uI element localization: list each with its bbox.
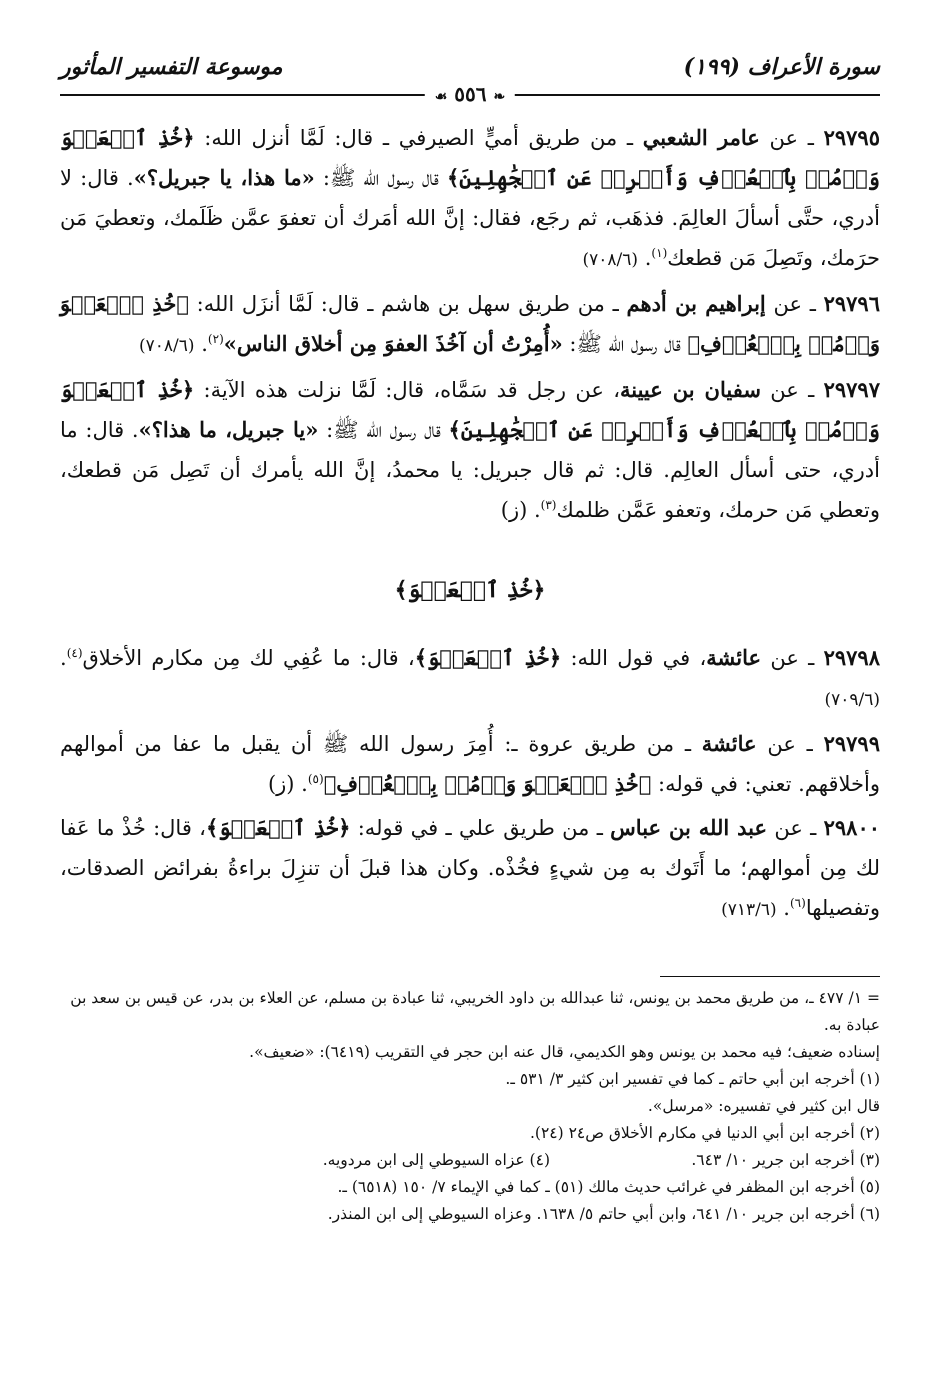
footnote-marker: (٦) bbox=[789, 896, 806, 910]
narration-entry bbox=[60, 638, 880, 720]
narration-text: . bbox=[638, 246, 652, 270]
quran-quote: ﴿خُذِ ٱلۡعَفۡوَ وَأۡمُرۡ بِٱلۡعُرۡفِ وَأَعۡرِضۡ عَنِ ٱلۡجَٰهِلِينَ﴾ bbox=[60, 125, 880, 190]
narration-text: . bbox=[60, 646, 67, 670]
narration-text: قال رسول الله ﷺ: bbox=[314, 166, 447, 190]
narrator-name: سفيان بن عيينة bbox=[620, 377, 761, 402]
footnote: = ١/ ٤٧٧ ـ، من طريق محمد بن يونس، ثنا عبدالله بن داود الخريبي، ثنا عبادة بن مسلم، عن العلاء بن بدر، عن قيس بن سعد بن عبادة به. bbox=[70, 989, 880, 1034]
narrator-name: عائشة bbox=[701, 731, 757, 756]
footnotes bbox=[60, 985, 880, 1228]
main-text bbox=[60, 118, 880, 930]
quran-quote: ﴿خُذِ ٱلۡعَفۡوَ وَأۡمُرۡ بِٱلۡعُرۡفِ﴾ bbox=[323, 771, 652, 796]
footnote: (٢) أخرجه ابن أبي الدنيا في مكارم الأخلاق ص٢٤ (٢٤). bbox=[529, 1124, 880, 1142]
footnote-marker: (١) bbox=[651, 246, 668, 260]
page-number: ٥٥٦ bbox=[454, 82, 487, 106]
narration-text: ـ من طريق أميٍّ الصيرفي ـ قال: لَمَّا أنزل الله: bbox=[194, 126, 643, 150]
narration-text: ، في قول الله: bbox=[561, 646, 707, 670]
narration-text: قال رسول الله ﷺ: bbox=[562, 332, 688, 356]
footnote: إسناده ضعيف؛ فيه محمد بن يونس وهو الكديمي، قال عنه ابن حجر في التقريب (٦٤١٩): «ضعيف». bbox=[249, 1043, 880, 1061]
entries-group bbox=[60, 638, 880, 930]
narration-text: ، قال: ما عُفِي لك مِن مكارم الأخلاق bbox=[82, 646, 415, 670]
narration-number: ٢٩٧٩٩ bbox=[823, 731, 880, 756]
narration-number: ٢٩٧٩٧ bbox=[823, 377, 880, 402]
footnote-marker: (٣) bbox=[540, 498, 557, 512]
narration-text: ـ عن bbox=[760, 378, 824, 402]
surah-title: سورة الأعراف (١٩٩) bbox=[683, 54, 880, 80]
narration-entry bbox=[60, 370, 880, 530]
narration-entry bbox=[60, 118, 880, 280]
narration-text: . (ز) bbox=[500, 498, 541, 522]
narrator-name: «أُمِرْتُ أن آخُذَ العفوَ مِن أخلاق الناس» bbox=[223, 331, 563, 356]
narration-text: . قال: ما أدري، حتى أسأل العالِم. قال: ثم قال جبريل: يا محمدُ، إنَّ الله يأمرك أن تَصِل مَن قطعك، وتعطي مَن حرمك، وتعفو عَمَّن ظلمك bbox=[60, 418, 880, 522]
narration-number: ٢٩٨٠٠ bbox=[823, 815, 881, 840]
narration-text: ـ عن bbox=[767, 816, 824, 840]
footnote-rule bbox=[660, 976, 880, 977]
narration-text: ـ عن bbox=[756, 732, 824, 756]
footnote: (٥) أخرجه ابن المظفر في غرائب حديث مالك (٥١) ـ كما في الإيماء ٧/ ١٥٠ (٦٥١٨) ـ. bbox=[337, 1178, 880, 1196]
narration-text: ، عن رجل قد سَمَّاه، قال: لَمَّا نزلت هذه الآية: bbox=[194, 378, 620, 402]
footnote-list-tail bbox=[60, 1174, 880, 1228]
volume-reference: (٧١٣/٦) bbox=[721, 900, 777, 920]
footnote-4: (٤) عزاه السيوطي إلى ابن مردويه. bbox=[322, 1151, 550, 1169]
narration-text: . bbox=[776, 896, 790, 920]
footnote-pair bbox=[60, 1147, 880, 1174]
narration-text: ـ من طريق سهل بن هاشم ـ قال: لَمَّا أنزَل الله: bbox=[188, 292, 627, 316]
footnote-marker: (٢) bbox=[207, 332, 224, 346]
footnote-marker: (٥) bbox=[307, 772, 324, 786]
page-number-block bbox=[425, 82, 515, 106]
narration-text: قال رسول الله ﷺ: bbox=[318, 418, 449, 442]
quran-quote: ﴿خُذِ ٱلۡعَفۡوَ وَأۡمُرۡ بِٱلۡعُرۡفِ﴾ bbox=[60, 291, 880, 356]
narrator-name: عامر الشعبي bbox=[642, 125, 760, 150]
running-header bbox=[60, 52, 880, 106]
narrator-name: عبد الله بن عباس bbox=[610, 815, 768, 840]
footnote-marker: (٤) bbox=[66, 646, 83, 660]
entries-group bbox=[60, 118, 880, 530]
ornament-icon: ❧ bbox=[493, 89, 506, 105]
footnote: قال ابن كثير في تفسيره: «مرسل». bbox=[647, 1097, 880, 1115]
narration-text: . (ز) bbox=[267, 772, 308, 796]
narrator-name: «ما هذا، يا جبريل؟» bbox=[133, 165, 315, 190]
narration-number: ٢٩٧٩٨ bbox=[823, 645, 880, 670]
narration-text: ـ من طريق عروة ـ: أُمِرَ رسول الله ﷺ أن يقبل ما عفا من أموالهم وأخلاقهم. تعني: في قوله: bbox=[60, 732, 880, 796]
volume-reference: (٧٠٨/٦) bbox=[582, 250, 639, 270]
quran-quote: ﴿خُذِ ٱلۡعَفۡوَ﴾ bbox=[414, 645, 562, 670]
footnote-list bbox=[60, 985, 880, 1147]
volume-reference: (٧٠٨/٦) bbox=[139, 336, 195, 356]
narration-text: ـ عن bbox=[765, 292, 824, 316]
narrator-name: «يا جبريل، ما هذا؟» bbox=[138, 417, 319, 442]
narration-text: ـ من طريق علي ـ في قوله: bbox=[350, 816, 611, 840]
narration-text: . قال: لا أدري، حتَّى أسألَ العالِمَ. فذهَب، ثم رجَع، فقال: إنَّ الله أمَرك أن تعفوَ عمَّن ظَلَمك، وتعطيَ مَن حرَمك، وتَصِلَ مَن قطعك bbox=[60, 166, 880, 270]
narration-number: ٢٩٧٩٥ bbox=[823, 125, 880, 150]
ornament-icon: ☙ bbox=[434, 89, 448, 105]
section-heading: ﴿خُذِ ٱلۡعَفۡوَ﴾ bbox=[394, 577, 546, 603]
narration-entry bbox=[60, 724, 880, 804]
footnote: (١) أخرجه ابن أبي حاتم ـ كما في تفسير ابن كثير ٣/ ٥٣١ ـ. bbox=[505, 1070, 880, 1088]
footnote: (٦) أخرجه ابن جرير ١٠/ ٦٤١، وابن أبي حاتم ٥/ ١٦٣٨. وعزاه السيوطي إلى ابن المنذر. bbox=[327, 1205, 880, 1223]
book-title: موسوعة التفسير المأثور bbox=[60, 54, 283, 80]
quran-quote: ﴿خُذِ ٱلۡعَفۡوَ﴾ bbox=[205, 815, 351, 840]
narrator-name: عائشة bbox=[706, 645, 762, 670]
narration-text: . bbox=[194, 332, 208, 356]
narration-text: ـ عن bbox=[759, 126, 824, 150]
quran-quote: ﴿خُذِ ٱلۡعَفۡوَ وَأۡمُرۡ بِٱلۡعُرۡفِ وَأَعۡرِضۡ عَنِ ٱلۡجَٰهِلِينَ﴾ bbox=[60, 377, 880, 442]
page bbox=[60, 52, 880, 1348]
narration-number: ٢٩٧٩٦ bbox=[823, 291, 880, 316]
volume-reference: (٧٠٩/٦) bbox=[824, 690, 880, 710]
narration-text: ـ عن bbox=[761, 646, 824, 670]
narrator-name: إبراهيم بن أدهم bbox=[626, 291, 766, 316]
narration-entry bbox=[60, 284, 880, 366]
narration-entry bbox=[60, 808, 880, 930]
footnote-3: (٣) أخرجه ابن جرير ١٠/ ٦٤٣. bbox=[691, 1151, 880, 1169]
narration-text: ، قال: خُذْ ما عَفا لك مِن أموالهم؛ ما أَتَوك به مِن شيءٍ فخُذْه. وكان هذا قبلَ أن تنزِلَ براءةُ بفرائض الصدقات، وتفصيلها bbox=[60, 816, 880, 920]
